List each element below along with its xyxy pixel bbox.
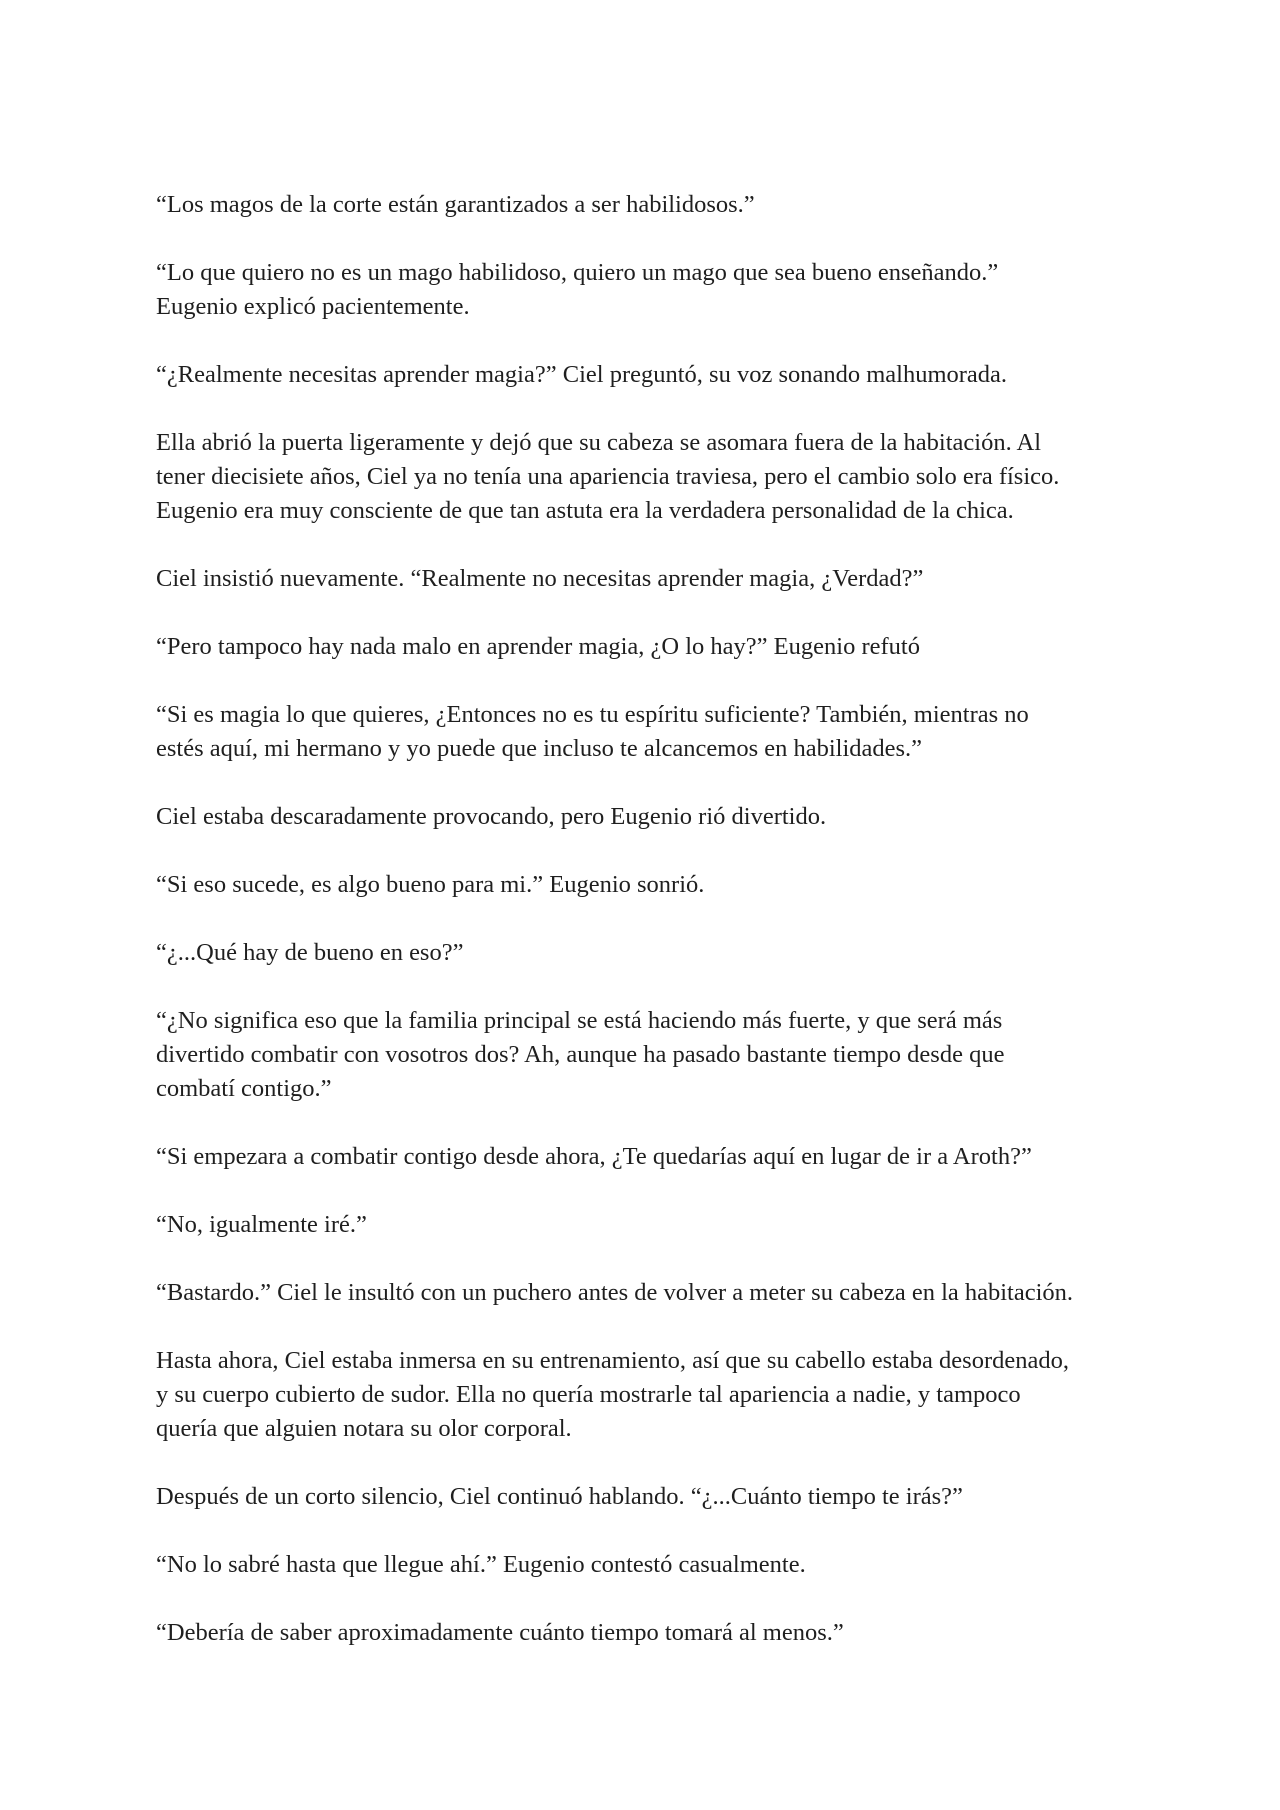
paragraph: “Si empezara a combatir contigo desde ahora, ¿Te quedarías aquí en lugar de ir a Aroth?” (156, 1143, 1032, 1170)
paragraph: “Si eso sucede, es algo bueno para mi.” Eugenio sonrió. (156, 871, 705, 898)
paragraph: Después de un corto silencio, Ciel continuó hablando. “¿...Cuánto tiempo te irás?” (156, 1483, 963, 1510)
document-body (156, 188, 1146, 1684)
paragraph: “¿...Qué hay de bueno en eso?” (156, 939, 464, 966)
paragraph: “No, igualmente iré.” (156, 1211, 367, 1238)
paragraph: “Debería de saber aproximadamente cuánto tiempo tomará al menos.” (156, 1619, 844, 1646)
paragraph: “Lo que quiero no es un mago habilidoso, quiero un mago que sea bueno enseñando.” Eugenio explicó pacientemente. (156, 259, 999, 320)
paragraph: Ciel insistió nuevamente. “Realmente no necesitas aprender magia, ¿Verdad?” (156, 565, 924, 592)
paragraph: “Pero tampoco hay nada malo en aprender magia, ¿O lo hay?” Eugenio refutó (156, 633, 920, 660)
paragraph: Ciel estaba descaradamente provocando, pero Eugenio rió divertido. (156, 803, 827, 830)
paragraph: “Bastardo.” Ciel le insultó con un puchero antes de volver a meter su cabeza en la habitación. (156, 1279, 1074, 1306)
paragraph: “Si es magia lo que quieres, ¿Entonces no es tu espíritu suficiente? También, mientras no estés aquí, mi hermano y yo puede que incluso te alcancemos en habilidades.” (156, 701, 1029, 762)
paragraph: Ella abrió la puerta ligeramente y dejó que su cabeza se asomara fuera de la habitación. Al tener diecisiete años, Ciel ya no tenía una apariencia traviesa, pero el cambio solo era físico. Eugenio era muy consciente de que tan astuta era la verdadera personalidad de la chica. (156, 429, 1060, 524)
paragraph: “No lo sabré hasta que llegue ahí.” Eugenio contestó casualmente. (156, 1551, 806, 1578)
paragraph: Hasta ahora, Ciel estaba inmersa en su entrenamiento, así que su cabello estaba desordenado, y su cuerpo cubierto de sudor. Ella no quería mostrarle tal apariencia a nadie, y tampoco quería que alguien notara su olor corporal. (156, 1347, 1069, 1442)
paragraph: “¿Realmente necesitas aprender magia?” Ciel preguntó, su voz sonando malhumorada. (156, 361, 1008, 388)
paragraph: “¿No significa eso que la familia principal se está haciendo más fuerte, y que será más divertido combatir con vosotros dos? Ah, aunque ha pasado bastante tiempo desde que combatí contigo.” (156, 1007, 1005, 1102)
paragraph: “Los magos de la corte están garantizados a ser habilidosos.” (156, 191, 755, 218)
